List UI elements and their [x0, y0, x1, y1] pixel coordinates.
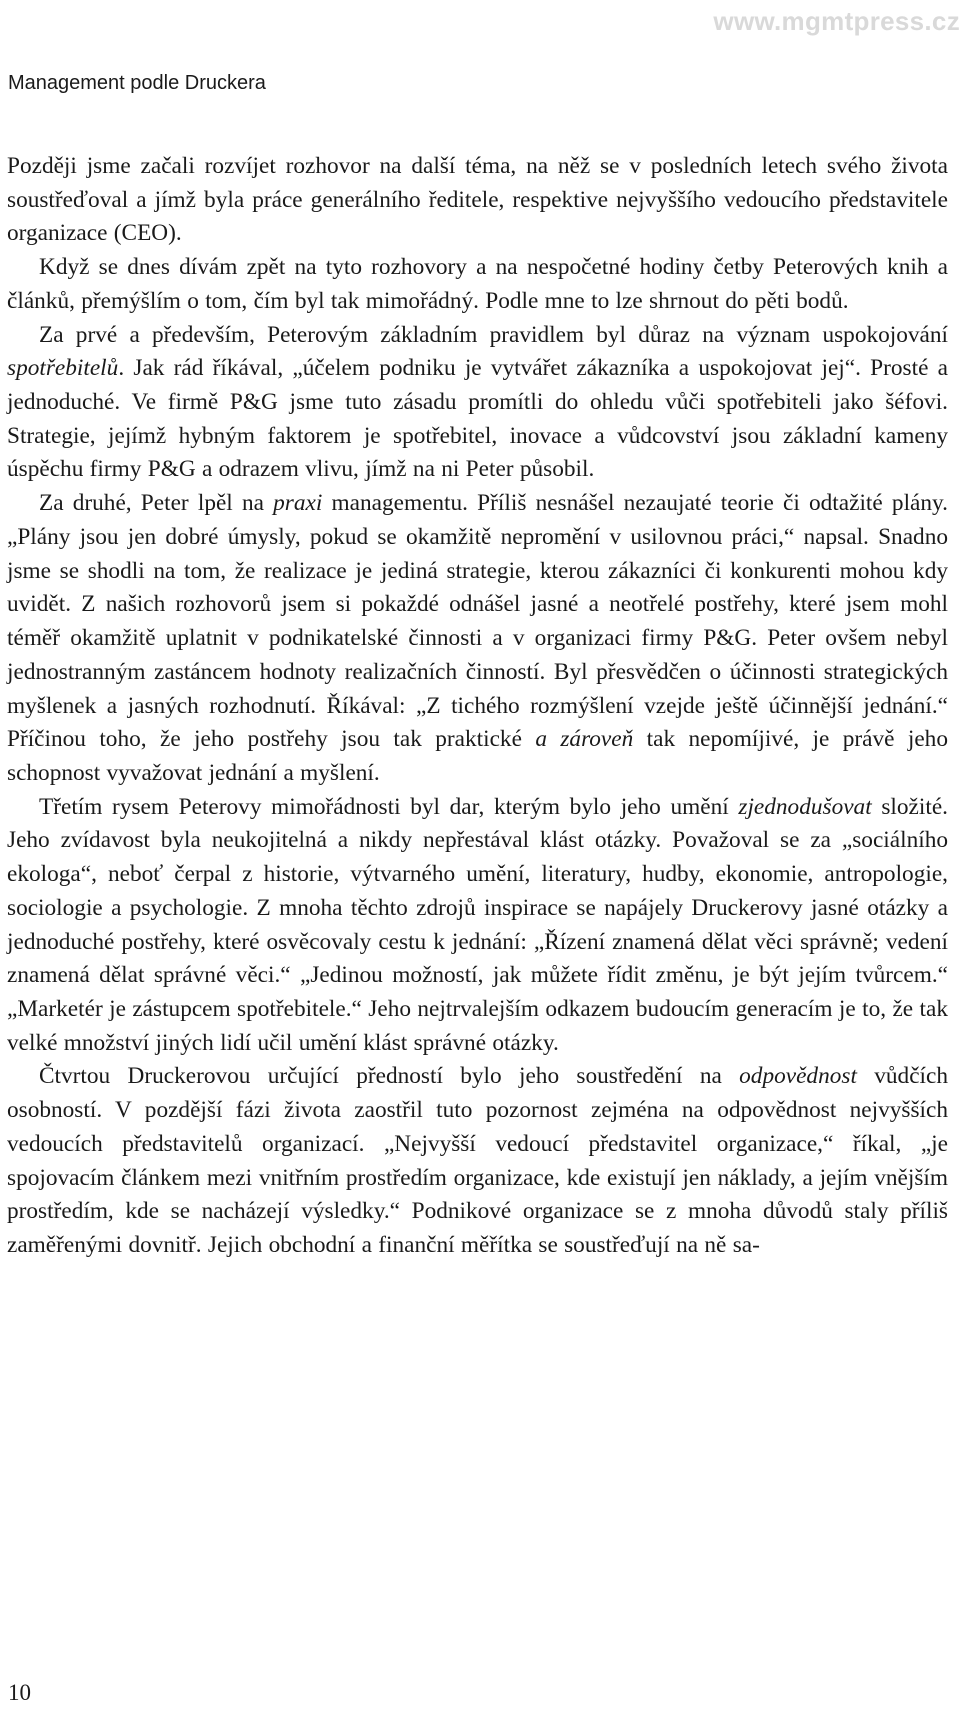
text-run: . Jak rád říkával, „účelem podniku je vytvářet zákazníka a uspokojovat jej“. Prosté a jednoduché. Ve firmě P&G jsme tuto zásadu promítli do ohledu vůči spotřebiteli jako šéfovi. Strategie, jejímž hybným faktorem je spotřebitel, inovace a vůdcovství jsou základní kameny úspěchu firmy P&G a odrazem vlivu, jímž na ni Peter působil. — [7, 355, 948, 483]
emphasis-text: a zároveň — [535, 726, 634, 753]
paragraph — [7, 1060, 948, 1262]
text-run: tak nepomíjivé, je právě jeho schopnost vyvažovat jednání a myšlení. — [7, 726, 948, 786]
paragraph — [7, 319, 948, 488]
paragraph — [7, 791, 948, 1061]
emphasis-text: praxi — [273, 490, 323, 517]
paragraph — [7, 251, 948, 318]
page-number: 10 — [8, 1680, 31, 1705]
paragraph — [7, 487, 948, 790]
text-run: Když se dnes dívám zpět na tyto rozhovory a na nespočetné hodiny četby Peterových knih a článků, přemýšlím o tom, čím byl tak mimořádný. Podle mne to lze shrnout do pěti bodů. — [7, 254, 948, 314]
text-run: Za prvé a především, Peterovým základním pravidlem byl důraz na význam uspokojování — [39, 321, 948, 348]
text-run: vůdčích osobností. V pozdější fázi života zaostřil tuto pozornost zejména na odpovědnost nejvyšších vedoucích představitelů organizací. „Nejvyšší vedoucí představitel organizace,“ říkal, „je spojovacím článkem mezi vnitřním prostředím organizace, kde existují jen náklady, a jejím vnějším prostředím, kde se nacházejí výsledky.“ Podnikové organizace se z mnoha důvodů staly příliš zaměřenými dovnitř. Jejich obchodní a finanční měřítka se soustřeďují na ně sa- — [7, 1063, 948, 1258]
paragraph — [7, 150, 948, 251]
emphasis-text: zjednodušovat — [738, 793, 872, 820]
text-run: managementu. Příliš nesnášel nezaujaté teorie či odtažité plány. „Plány jsou jen dobré úmysly, pokud se okamžitě nepromění v usilovnou práci,“ napsal. Snadno jsme se shodli na tom, že realizace je jediná strategie, kterou zákazníci či konkurenti mohou kdy uvidět. Z našich rozhovorů jsem si pokaždé odnášel jasné a neotřelé postřehy, které jsem mohl téměř okamžitě uplatnit v podnikatelské činnosti a v organizaci firmy P&G. Peter ovšem nebyl jednostranným zastáncem hodnoty realizačních činností. Byl přesvědčen o účinnosti strategických myšlenek a jasných rozhodnutí. Říkával: „Z tichého rozmýšlení vzejde ještě účinnější jednání.“ Příčinou toho, že jeho postřehy jsou tak praktické — [7, 490, 948, 753]
publisher-watermark: www.mgmtpress.cz — [713, 6, 960, 36]
body-text — [7, 150, 948, 1263]
emphasis-text: spotřebitelů — [7, 355, 119, 382]
running-header-title: Management podle Druckera — [8, 72, 266, 94]
text-run: složité. Jeho zvídavost byla neukojitelná a nikdy nepřestával klást otázky. Považoval se za „sociálního ekologa“, neboť čerpal z historie, výtvarného umění, literatury, hudby, ekonomie, antropologie, sociologie a psychologie. Z mnoha těchto zdrojů inspirace se napájely Druckerovy jasné otázky a jednoduché postřehy, které osvěcovaly cestu k jednání: „Řízení znamená dělat věci správně; vedení znamená dělat správné věci.“ „Jedinou možností, jak můžete řídit změnu, je být jejím tvůrcem.“ „Marketér je zástupcem spotřebitele.“ Jeho nejtrvalejším odkazem budoucím generacím je to, že tak velké množství jiných lidí učil umění klást správné otázky. — [7, 793, 948, 1056]
text-run: Čtvrtou Druckerovou určující předností bylo jeho soustředění na — [39, 1063, 740, 1090]
text-run: Později jsme začali rozvíjet rozhovor na další téma, na něž se v posledních letech svého života soustřeďoval a jímž byla práce generálního ředitele, respektive nejvyššího vedoucího představitele organizace (CEO). — [7, 153, 948, 247]
text-run: Třetím rysem Peterovy mimořádnosti byl dar, kterým bylo jeho umění — [39, 793, 739, 820]
emphasis-text: odpovědnost — [739, 1063, 857, 1090]
text-run: Za druhé, Peter lpěl na — [39, 490, 274, 517]
